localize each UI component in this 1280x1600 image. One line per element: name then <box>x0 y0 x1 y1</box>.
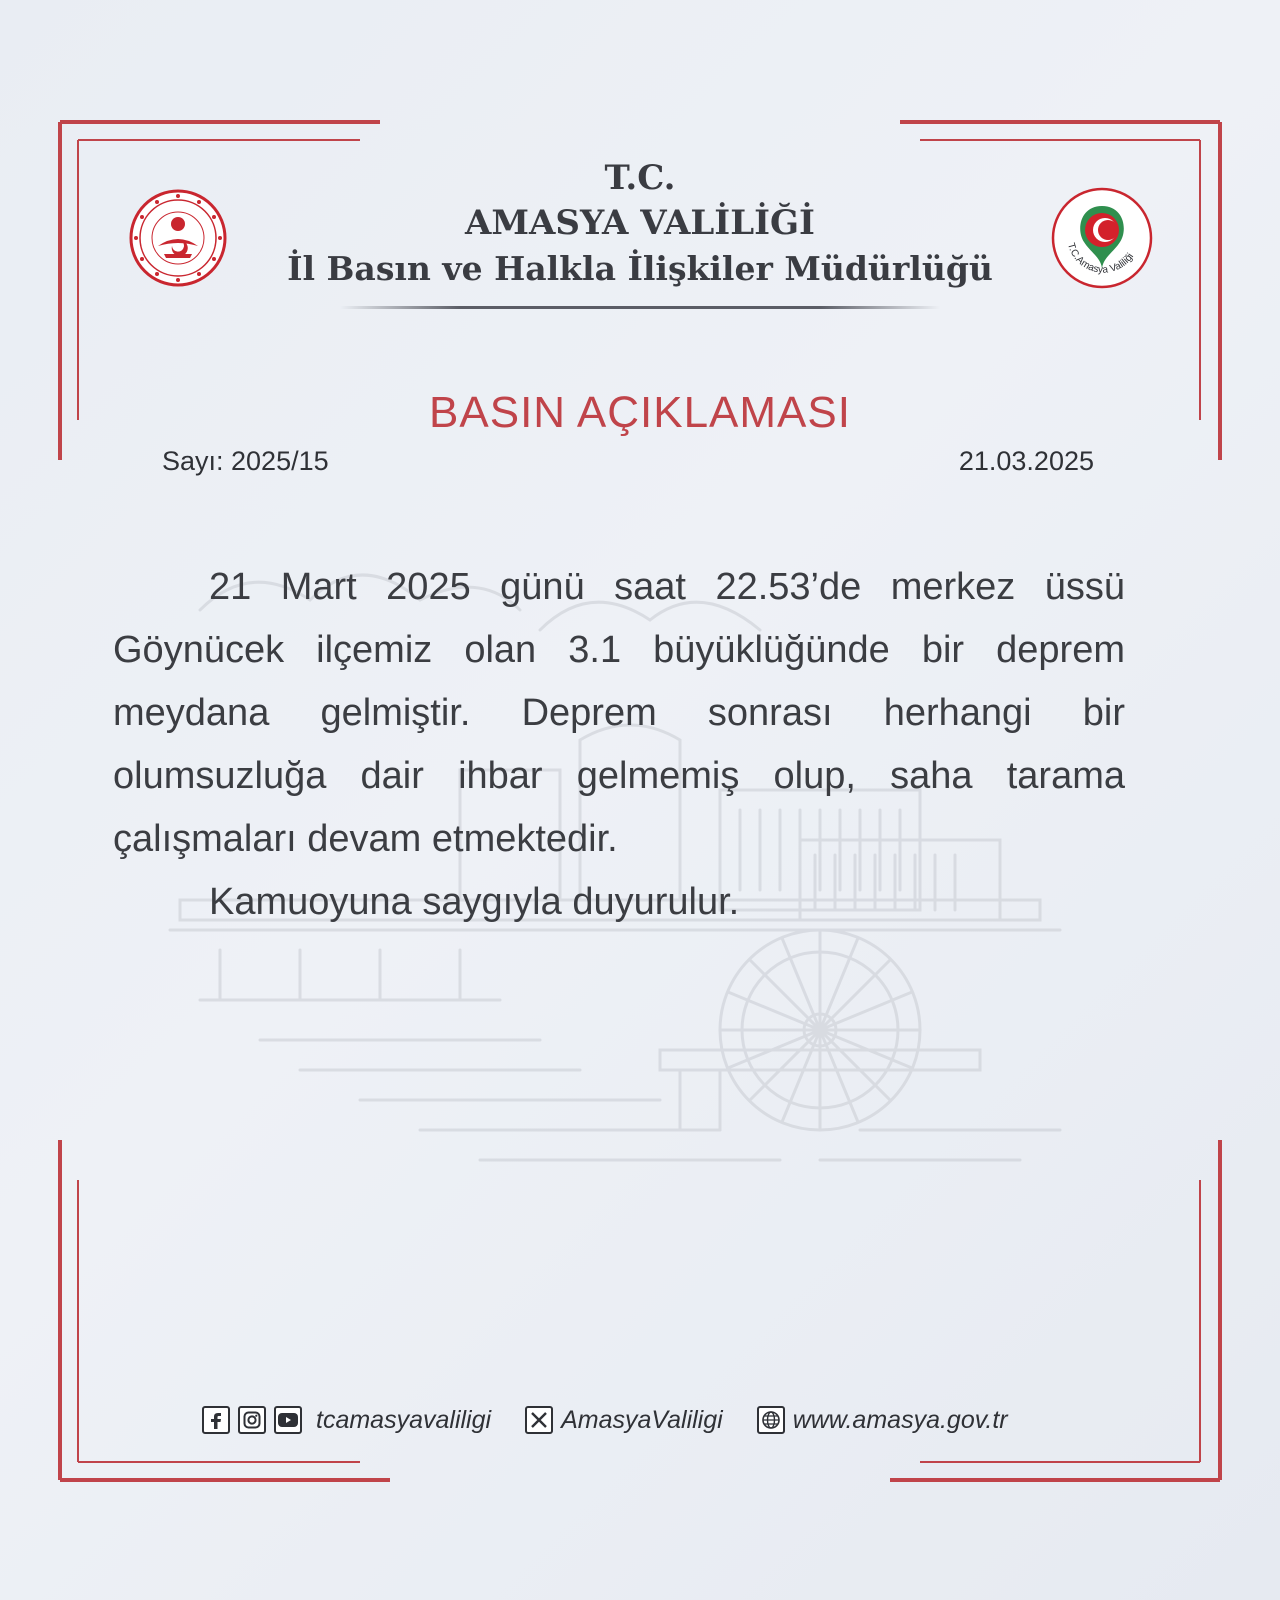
body-paragraph-2: Kamuoyuna saygıyla duyurulur. <box>209 881 740 923</box>
letterhead <box>0 160 1280 287</box>
header-governorship: AMASYA VALİLİĞİ <box>465 203 815 244</box>
document-number: Sayı: 2025/15 <box>162 446 329 476</box>
header-tc: T.C. <box>604 158 676 198</box>
instagram-icon[interactable] <box>238 1406 266 1434</box>
body-paragraph-1: 21 Mart 2025 günü saat 22.53’de merkez üssü Göynücek ilçemiz olan 3.1 büyüklüğünde bir deprem meydana gelmiştir. Deprem sonrası herhangi bir olumsuzluğa dair ihbar gelmemiş olup, saha tarama çalışmaları devam etmektedir. <box>113 566 1125 860</box>
youtube-icon[interactable] <box>274 1406 302 1434</box>
social-handle[interactable]: tcamasyavaliligi <box>316 1405 492 1434</box>
x-handle[interactable]: AmasyaValiligi <box>561 1405 723 1434</box>
press-release-body <box>113 556 1125 934</box>
x-twitter-icon[interactable] <box>525 1406 553 1434</box>
header-department: İl Basın ve Halkla İlişkiler Müdürlüğü <box>287 248 993 288</box>
website-link[interactable]: www.amasya.gov.tr <box>792 1405 1008 1434</box>
document-date: 21.03.2025 <box>958 446 1094 476</box>
contact-footer <box>202 1402 1008 1438</box>
globe-icon[interactable] <box>757 1406 785 1434</box>
header-divider <box>340 306 940 309</box>
document-title: BASIN AÇIKLAMASI <box>429 388 851 437</box>
svg-text:T.C.Amasya Valiliği: T.C.Amasya Valiliği <box>1065 241 1137 276</box>
facebook-icon[interactable] <box>202 1406 230 1434</box>
